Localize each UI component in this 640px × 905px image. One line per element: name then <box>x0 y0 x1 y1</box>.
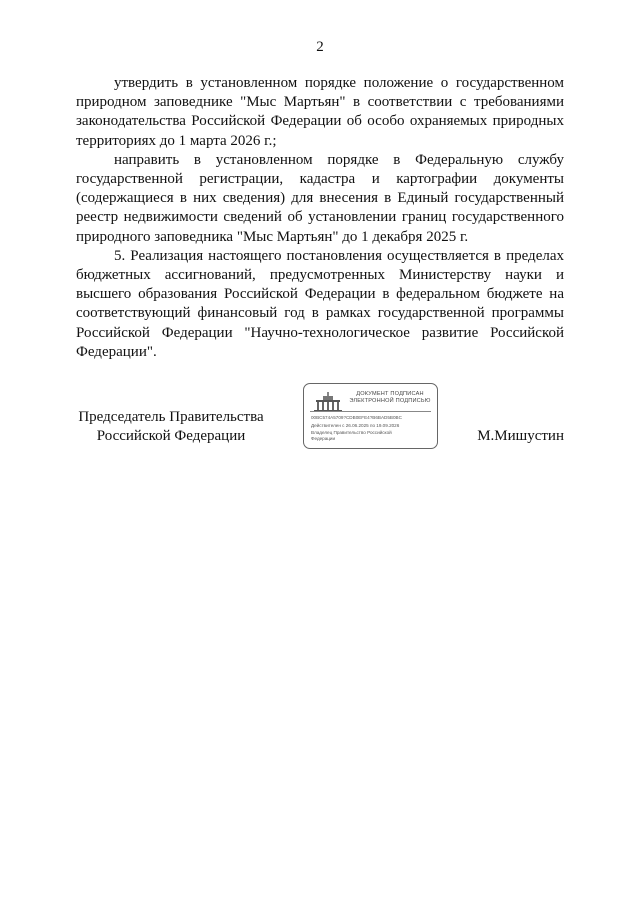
stamp-validity: Действителен с 26.06.2025 по 19.09.2026 <box>311 423 400 428</box>
stamp-header <box>346 391 434 405</box>
stamp-header-line-2: ЭЛЕКТРОННОЙ ПОДПИСЬЮ <box>349 398 431 404</box>
signature-block <box>76 380 564 452</box>
stamp-divider <box>310 411 431 412</box>
government-building-icon <box>313 391 343 413</box>
signer-title-line-1: Председатель Правительства <box>78 409 264 425</box>
stamp-certificate: 00BC574A5709?CDB0EFE4?B6BAD5B0BC <box>311 415 402 420</box>
signer-name: М.Мишустин <box>477 428 564 444</box>
paragraph-funding: 5. Реализация настоящего постановления осуществляется в пределах бюджетных ассигнований, предусмотренных Министерству науки и высшего образования Российской Федерации в федеральном бюджете на соответствующий финансовый год в рамках государственной программы Российской Федерации "Научно-технологическое развитие Российской Федерации". <box>76 247 564 360</box>
paragraph-send-documents: направить в установленном порядке в Федеральную службу государственной регистрации, кадастра и картографии документы (содержащиеся в них сведения) для внесения в Единый государственный реестр недвижимости сведений об установлении границ государственного природного заповедника "Мыс Мартьян" до 1 декабря 2025 г. <box>76 151 564 245</box>
signer-title <box>76 408 266 446</box>
stamp-owner-line-1: Владелец Правительство Российской <box>311 430 392 435</box>
signer-title-line-2: Российской Федерации <box>96 428 246 444</box>
electronic-signature-stamp <box>303 383 438 449</box>
stamp-owner-line-2: Федерации <box>311 436 336 441</box>
stamp-header-line-1: ДОКУМЕНТ ПОДПИСАН <box>356 391 424 397</box>
page-number: 2 <box>316 39 324 55</box>
document-body <box>76 74 564 362</box>
paragraph-approve-regulation: утвердить в установленном порядке положение о государственном природном заповеднике "Мыс Мартьян" в соответствии с требованиями законодательства Российской Федерации об особо охраняемых природных территориях до 1 марта 2026 г.; <box>76 75 564 149</box>
